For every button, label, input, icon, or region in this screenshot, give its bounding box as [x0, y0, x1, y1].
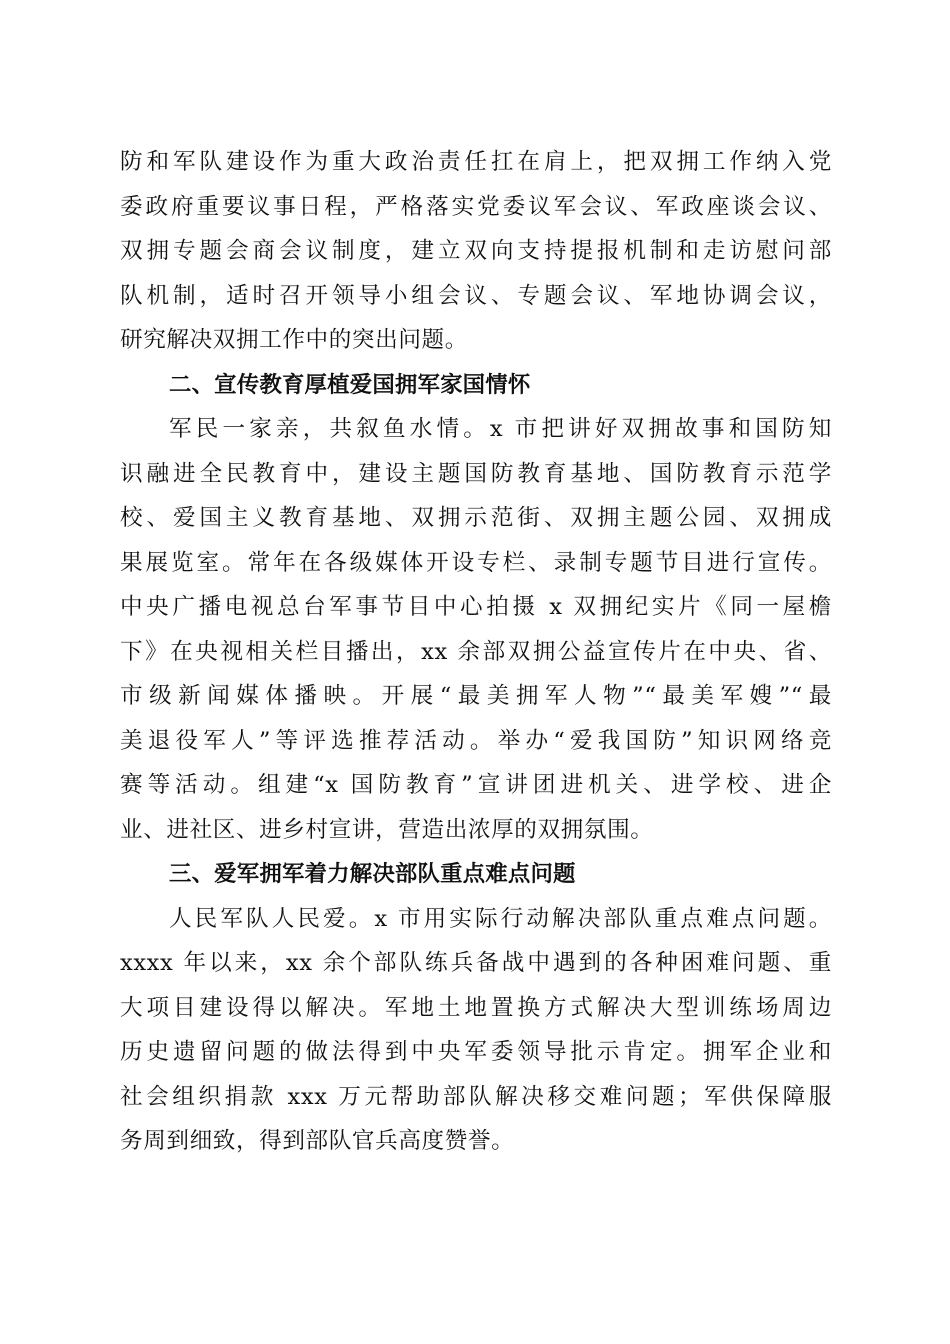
- text-line: 业、进社区、进乡村宣讲，营造出浓厚的双拥氛围。: [120, 816, 654, 843]
- text-line: 防和军队建设作为重大政治责任扛在肩上，把双拥工作纳入党: [120, 149, 832, 175]
- section-heading-2: 二、宣传教育厚植爱国拥军家国情怀: [169, 371, 531, 398]
- text-line: 双拥专题会商会议制度，建立双向支持提报机制和走访慰问部: [120, 238, 832, 264]
- text-line: 赛等活动。组建“x 国防教育”宣讲团进机关、进学校、进企: [120, 772, 832, 798]
- text-line: 研究解决双拥工作中的突出问题。: [120, 327, 468, 353]
- text-line: 委政府重要议事日程，严格落实党委议军会议、军政座谈会议、: [120, 193, 832, 220]
- text-line: 果展览室。常年在各级媒体开设专栏、录制专题节目进行宣传。: [120, 549, 832, 576]
- text-line: 市级新闻媒体播映。开展“最美拥军人物”“最美军嫂”“最: [120, 683, 832, 709]
- text-line: 历史遗留问题的做法得到中央军委领导批示肯定。拥军企业和: [120, 1039, 832, 1065]
- paragraph-2: [120, 407, 832, 852]
- paragraph-3: [120, 897, 832, 1164]
- text-line: 下》在央视相关栏目播出，xx 余部双拥公益宣传片在中央、省、: [120, 638, 832, 665]
- text-line: 中央广播电视总台军事节目中心拍摄 x 双拥纪实片《同一屋檐: [120, 594, 832, 620]
- text-line: 务周到细致，得到部队官兵高度赞誉。: [120, 1128, 515, 1154]
- text-line: xxxx 年以来，xx 余个部队练兵备战中遇到的各种困难问题、重: [120, 950, 832, 976]
- document-body: [120, 140, 832, 1164]
- section-heading-3: 三、爱军拥军着力解决部队重点难点问题: [169, 861, 576, 887]
- text-line: 大项目建设得以解决。军地土地置换方式解决大型训练场周边: [120, 994, 832, 1021]
- text-line: 校、爱国主义教育基地、双拥示范街、双拥主题公园、双拥成: [120, 505, 832, 531]
- text-line: 人民军队人民爱。x 市用实际行动解决部队重点难点问题。: [169, 905, 832, 932]
- paragraph-1: [120, 140, 832, 363]
- text-line: 美退役军人”等评选推荐活动。举办“爱我国防”知识网络竞: [120, 727, 832, 754]
- text-line: 社会组织捐款 xxx 万元帮助部队解决移交难问题；军供保障服: [120, 1083, 832, 1110]
- text-line: 识融进全民教育中，建设主题国防教育基地、国防教育示范学: [120, 460, 832, 487]
- text-line: 军民一家亲，共叙鱼水情。x 市把讲好双拥故事和国防知: [169, 416, 832, 442]
- text-line: 队机制，适时召开领导小组会议、专题会议、军地协调会议，: [120, 282, 832, 309]
